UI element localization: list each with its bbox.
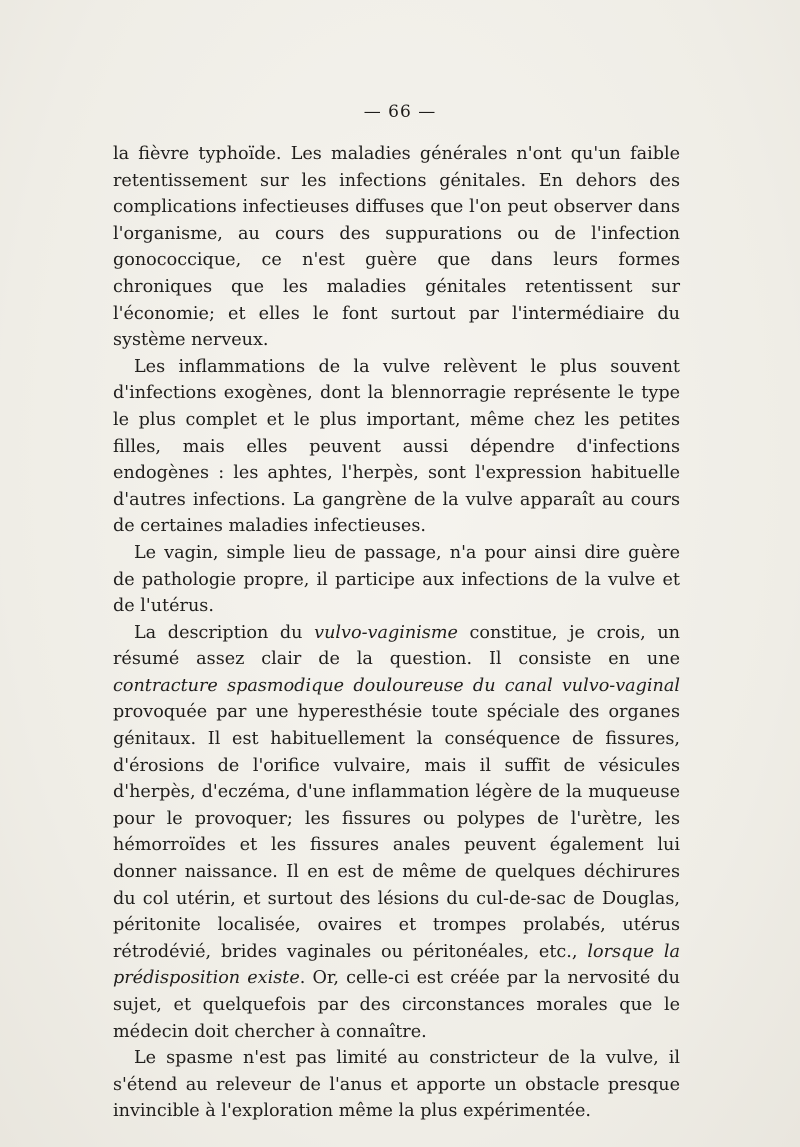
text-segment: constitue, je crois, un résumé assez clair de la question. Il consiste en une	[113, 622, 680, 670]
italic-term: contracture spasmodique douloureuse du canal vulvo-vaginal	[113, 675, 680, 696]
paragraph-4	[113, 620, 680, 1046]
page-number: — 66 —	[363, 102, 437, 122]
paragraph-5	[113, 1045, 680, 1125]
text-segment: . Or, celle-ci est créée par la nervosité du sujet, et quelquefois par des circonstances morales que le médecin doit chercher à connaître.	[113, 968, 680, 1042]
text-segment: Le vagin, simple lieu de passage, n'a pour ainsi dire guère de pathologie propre, il participe aux infections de la vulve et de l'utérus.	[113, 542, 680, 617]
paragraph-3	[113, 540, 680, 620]
paragraph-2	[113, 354, 680, 540]
text-segment: la fièvre typhoïde. Les maladies générales n'ont qu'un faible retentissement sur les infections génitales. En dehors des complications infectieuses diffuses que l'on peut observer dans l'organisme, au cours des suppurations ou de l'infection gonococcique, ce n'est guère que dans leurs formes chroniques que les maladies génitales retentissent sur l'économie; et elles le font surtout par l'intermédiaire du système nerveux.	[113, 144, 680, 351]
italic-term: vulvo-vaginisme	[314, 622, 458, 643]
text-segment: Les inflammations de la vulve relèvent le plus souvent d'infections exogènes, dont la blennorragie représente le type le plus complet et le plus important, même chez les petites filles, mais elles peuvent aussi dépendre d'infections endogènes : les aphtes, l'herpès, sont l'expression habituelle d'autres infections. La gangrène de la vulve apparaît au cours de certaines maladies infectieuses.	[113, 356, 680, 537]
body-text	[113, 141, 680, 1125]
italic-term: lorsque la prédisposition existe	[113, 941, 681, 989]
text-segment: Le spasme n'est pas limité au constricteur de la vulve, il s'étend au releveur de l'anus et apporte un obstacle presque invincible à l'exploration même la plus expérimentée.	[113, 1048, 680, 1122]
paragraph-1	[113, 141, 680, 354]
text-segment: La description du	[134, 622, 315, 643]
text-segment: provoquée par une hyperesthésie toute spéciale des organes génitaux. Il est habituellement la conséquence de fissures, d'érosions de l'orifice vulvaire, mais il suffit de vésicules d'herpès, d'eczéma, d'une inflammation légère de la muqueuse pour le provoquer; les fissures ou polypes de l'urètre, les hémorroïdes et les fissures anales peuvent également lui donner naissance. Il en est de même de quelques déchirures du col utérin, et surtout des lésions du cul-de-sac de Douglas, péritonite localisée, ovaires et trompes prolabés, utérus rétrodévié, brides vaginales ou péritonéales, etc.,	[113, 702, 680, 962]
